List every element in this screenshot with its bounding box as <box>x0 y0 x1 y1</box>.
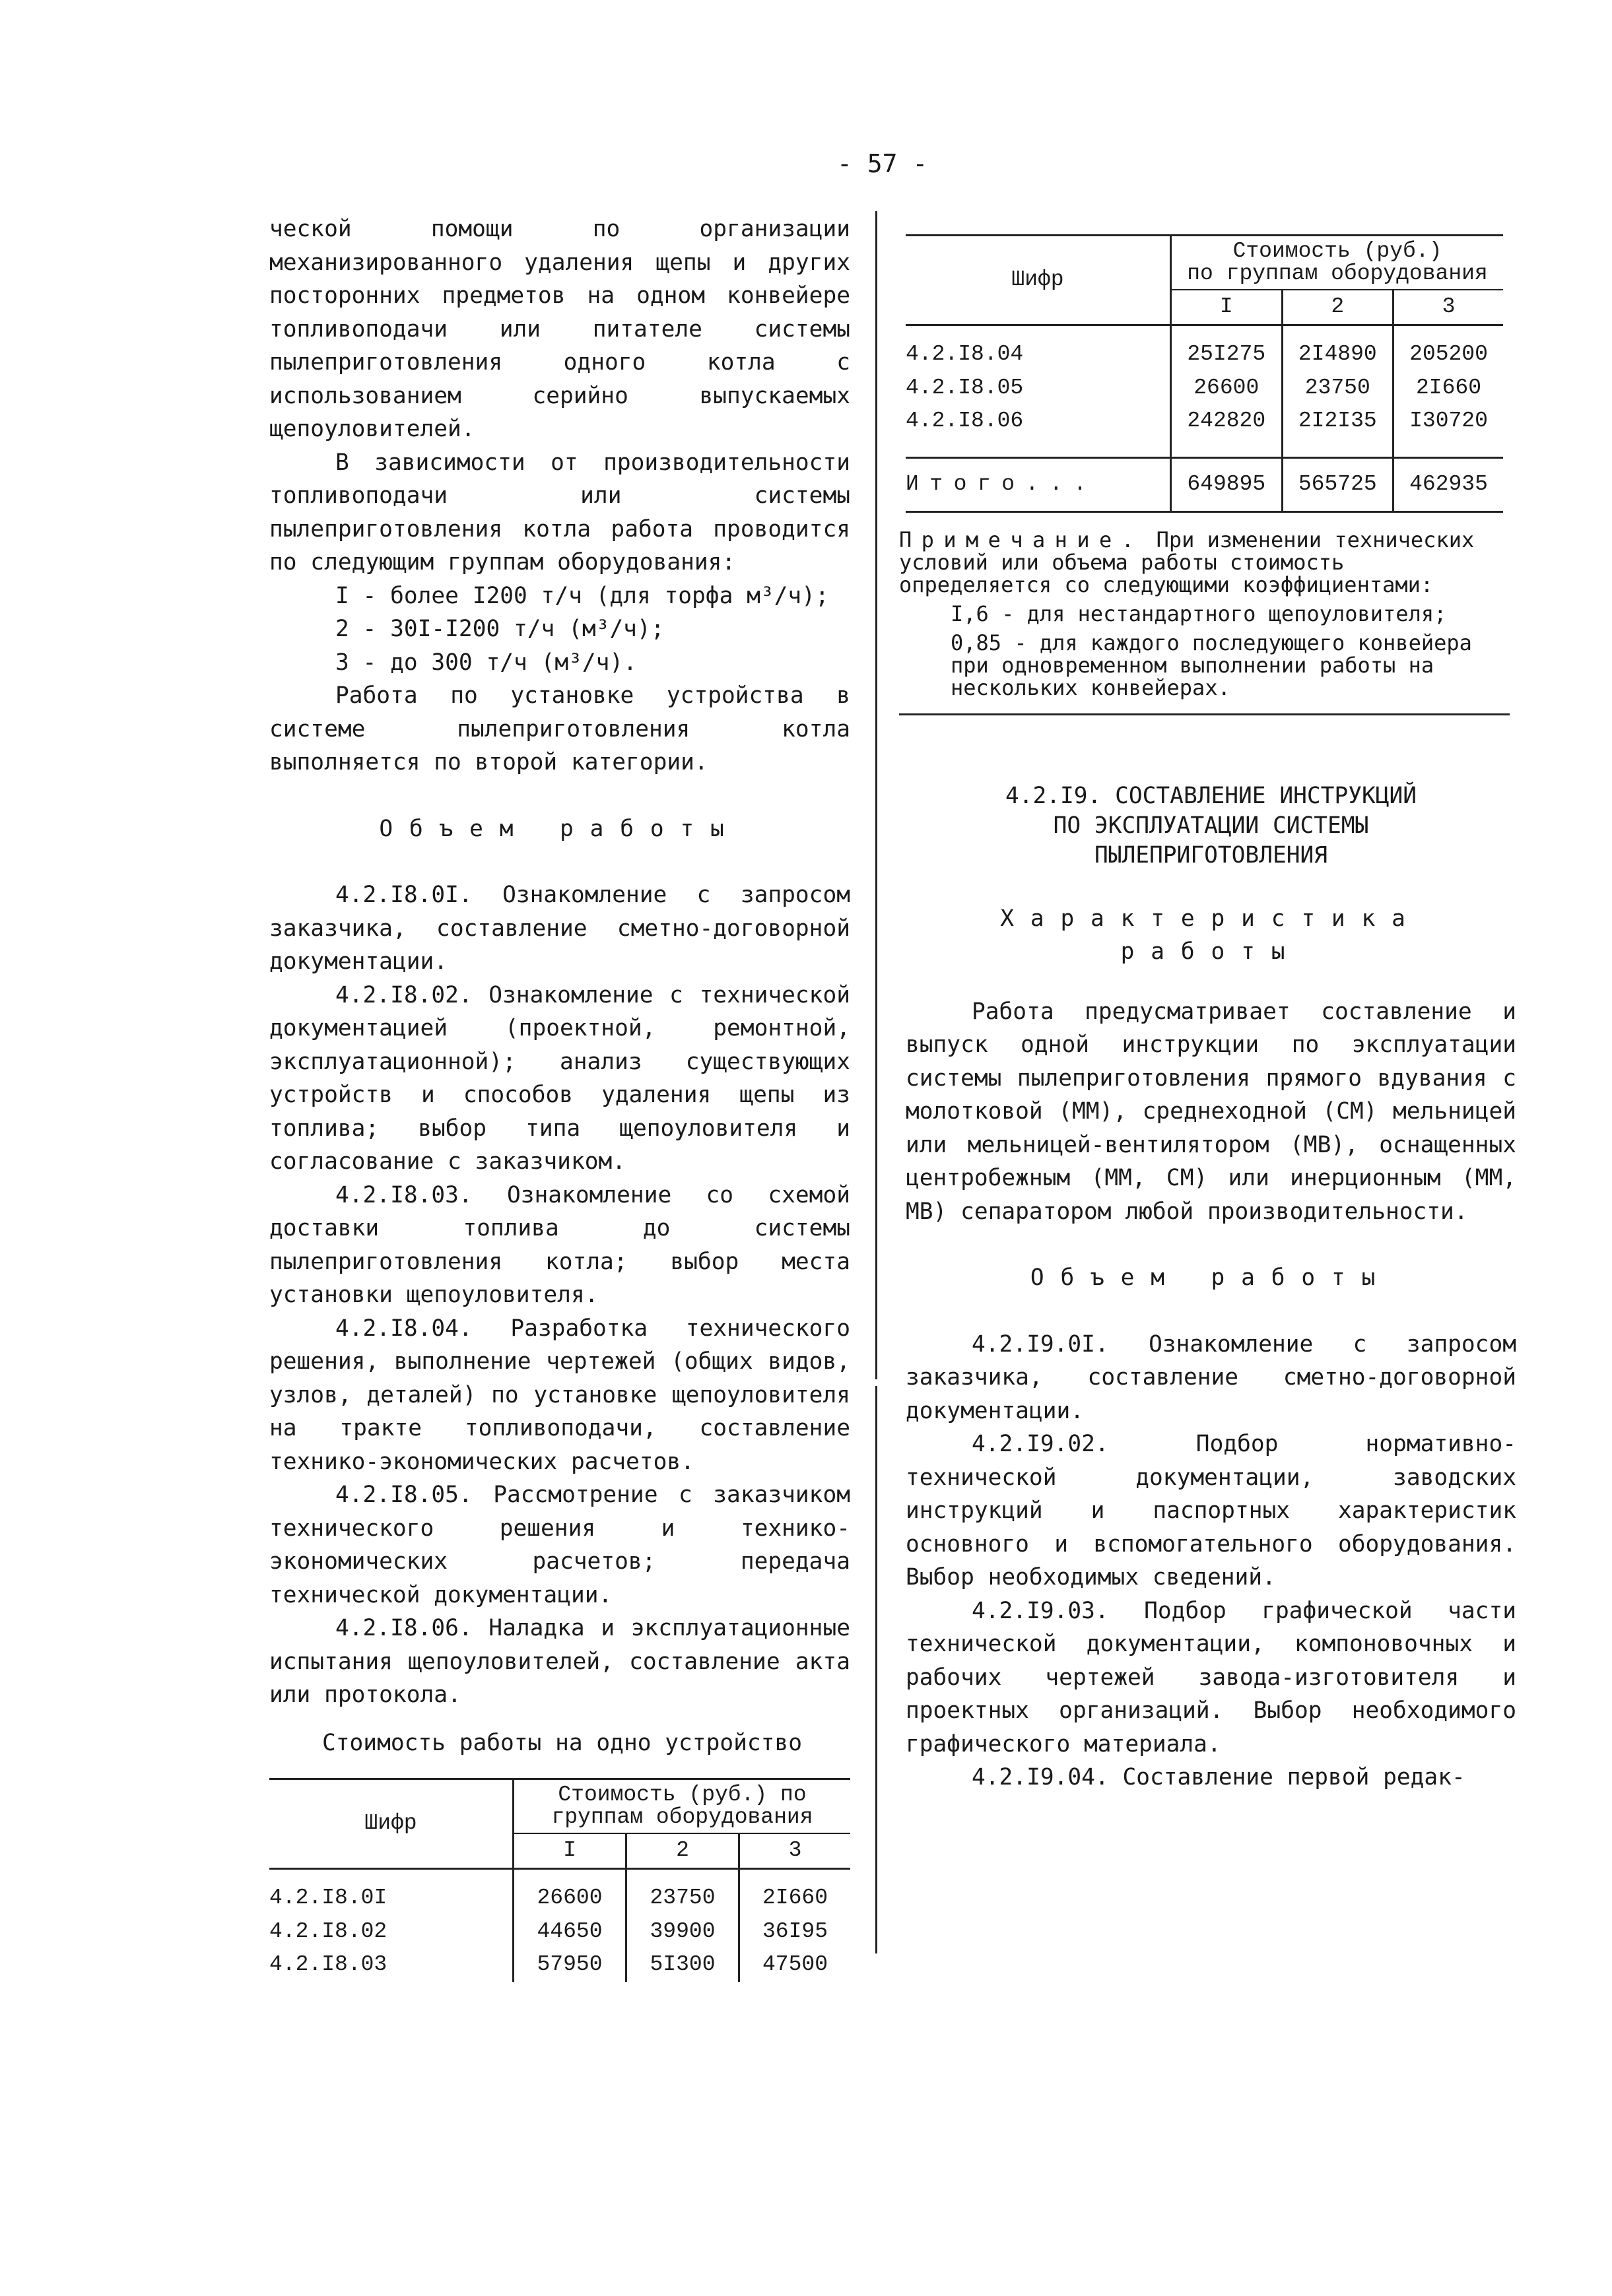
table-cell-code: 4.2.I8.06 <box>906 409 1024 433</box>
work-item-4-2-18-03: 4.2.I8.03. Ознакомление со схемой доставки топлива до системы пылеприготовления котла; выбор места установки щепоуловителя. <box>269 1181 850 1308</box>
table-total-cell: 565725 <box>1282 458 1394 512</box>
section-title-line-2: ПО ЭКСПЛУАТАЦИИ СИСТЕМЫ <box>1053 812 1369 839</box>
note-coef-1: I,6 - для нестандартного щепоуловителя; <box>951 601 1447 626</box>
work-item-4-2-18-04: 4.2.I8.04. Разработка технического решения, выполнение чертежей (общих видов, узлов, деталей) по установке щепоуловителя на тракте топливоподачи, составление технико-экономических расчетов. <box>269 1315 850 1475</box>
work-item-4-2-19-03: 4.2.I9.03. Подбор графической части технической документации, компоновочных и рабочих чертежей завода-изготовителя и проектных организаций. Выбор необходимого графического материала. <box>906 1597 1516 1757</box>
table-total-cell: 649895 <box>1171 458 1283 512</box>
table-cell: 242820 <box>1171 405 1283 438</box>
table-cell: 2I2I35 <box>1282 405 1394 438</box>
groups-paragraph: В зависимости от производительности топливоподачи или системы пылеприготовления котла работа проводится по следующим группам оборудования: <box>269 449 850 575</box>
table-row <box>269 1882 850 1915</box>
work-item-4-2-19-01: 4.2.I9.0I. Ознакомление с запросом заказчика, составление сметно-договорной документации. <box>906 1330 1516 1424</box>
table-cell: 47500 <box>739 1948 851 1982</box>
cost-table-right <box>906 234 1503 513</box>
table-total-row <box>906 458 1503 512</box>
cost-table-left <box>269 1778 850 1982</box>
table-cell: 26600 <box>1171 372 1283 405</box>
table-cell-code: 4.2.I8.02 <box>269 1919 387 1944</box>
table-cell: 39900 <box>626 1915 739 1949</box>
group-item-2: 2 - 30I-I200 т/ч (м³/ч); <box>335 616 665 642</box>
table-group-2: 2 <box>626 1833 739 1868</box>
intro-paragraph: ческой помощи по организации механизированного удаления щепы и других посторонних предметов на одном конвейере топливоподачи или питателе системы пылеприготовления одного котла с использованием серийно выпускаемых щепоуловителей. <box>269 216 850 442</box>
work-item-4-2-19-04: 4.2.I9.04. Составление первой редак- <box>972 1764 1465 1790</box>
table-header-cost-line2: по группам оборудования <box>1187 261 1488 286</box>
table-cell: 23750 <box>1282 372 1394 405</box>
characteristics-heading-2: работы <box>1120 938 1302 965</box>
volume-heading: Объем работы <box>379 815 741 842</box>
table-cell: I30720 <box>1394 405 1503 438</box>
table-row <box>269 1915 850 1949</box>
characteristics-heading: Характеристика <box>1000 905 1422 932</box>
table-cell: 205200 <box>1394 338 1503 372</box>
table-cell: 36I95 <box>739 1915 851 1949</box>
table-header-cost <box>1171 236 1504 290</box>
table-group-1: I <box>514 1833 626 1868</box>
table-group-1: I <box>1171 290 1283 325</box>
table-row <box>906 405 1503 438</box>
work-item-4-2-18-06: 4.2.I8.06. Наладка и эксплуатационные испытания щепоуловителей, составление акта или протокола. <box>269 1615 850 1708</box>
table-cell: 2I4890 <box>1282 338 1394 372</box>
work-item-4-2-18-02: 4.2.I8.02. Ознакомление с технической документацией (проектной, ремонтной, эксплуатационной); анализ существующих устройств и способов удаления щепы из топлива; выбор типа щепоуловителя и согласование с заказчиком. <box>269 981 850 1175</box>
group-item-1: I - более I200 т/ч (для торфа м³/ч); <box>335 582 829 609</box>
table-cell: 2I660 <box>739 1882 851 1915</box>
table-row <box>906 372 1503 405</box>
table-total-label: Итого... <box>906 472 1098 496</box>
table-header-code: Шифр <box>906 236 1171 325</box>
table-header-cost: Стоимость (руб.) по группам оборудования <box>514 1779 851 1834</box>
work-item-4-2-18-01: 4.2.I8.0I. Ознакомление с запросом заказчика, составление сметно-договорной документации. <box>269 882 850 975</box>
table-cell: 25I275 <box>1171 338 1283 372</box>
section-title-line-1: 4.2.I9. СОСТАВЛЕНИЕ ИНСТРУКЦИЙ <box>1005 782 1417 809</box>
column-divider-top <box>875 211 877 1379</box>
table-group-3: 3 <box>739 1833 851 1868</box>
table-cell: 23750 <box>626 1882 739 1915</box>
column-divider-bottom <box>875 1386 877 1953</box>
table-cell: 5I300 <box>626 1948 739 1982</box>
table-cell: 2I660 <box>1394 372 1503 405</box>
page-number: - 57 - <box>837 149 928 178</box>
section-title-line-3: ПЫЛЕПРИГОТОВЛЕНИЯ <box>1094 841 1328 869</box>
work-item-4-2-18-05: 4.2.I8.05. Рассмотрение с заказчиком технического решения и технико-экономических расчетов; передача технической документации. <box>269 1482 850 1608</box>
table-cell: 26600 <box>514 1882 626 1915</box>
table-cell: 57950 <box>514 1948 626 1982</box>
work-item-4-2-19-02: 4.2.I9.02. Подбор нормативно-технической документации, заводских инструкций и паспортных характеристик основного и вспомогательного оборудования. Выбор необходимых сведений. <box>906 1431 1516 1591</box>
category-paragraph: Работа по установке устройства в системе пылеприготовления котла выполняется по второй категории. <box>269 682 850 775</box>
table-cell: 44650 <box>514 1915 626 1949</box>
note-block <box>899 529 1506 699</box>
volume-heading-right: Объем работы <box>1030 1264 1392 1291</box>
table-cell-code: 4.2.I8.03 <box>269 1952 387 1977</box>
table-header-code: Шифр <box>269 1779 514 1869</box>
left-column <box>269 213 850 1982</box>
group-item-3: 3 - до 300 т/ч (м³/ч). <box>335 649 637 676</box>
table-row <box>906 338 1503 372</box>
note-text: При изменении технических условий или объема работы стоимость определяется со следующими коэффициентами: <box>899 527 1475 597</box>
table-row <box>269 1948 850 1982</box>
table-cell-code: 4.2.I8.05 <box>906 375 1024 400</box>
table-header-cost-line1: Стоимость (руб.) <box>1232 239 1442 263</box>
table-total-cell: 462935 <box>1394 458 1503 512</box>
note-title: Примечание. <box>899 527 1144 552</box>
note-coef-2: 0,85 - для каждого последующего конвейера при одновременном выполнении работы на нескольких конвейерах. <box>951 630 1472 700</box>
table-cell-code: 4.2.I8.0I <box>269 1886 387 1910</box>
characteristics-text: Работа предусматривает составление и выпуск одной инструкции по эксплуатации системы пылеприготовления прямого вдувания с молотковой (ММ), среднеходной (СМ) мельницей или мельницей-вентилятором (МВ), оснащенных центробежным (ММ, СМ) или инерционным (ММ, МВ) сепаратором любой производительности. <box>906 998 1516 1225</box>
table-group-2: 2 <box>1282 290 1394 325</box>
table-cell-code: 4.2.I8.04 <box>906 342 1024 366</box>
table-group-3: 3 <box>1394 290 1503 325</box>
cost-caption: Стоимость работы на одно устройство <box>322 1729 802 1756</box>
right-column <box>899 234 1516 1794</box>
